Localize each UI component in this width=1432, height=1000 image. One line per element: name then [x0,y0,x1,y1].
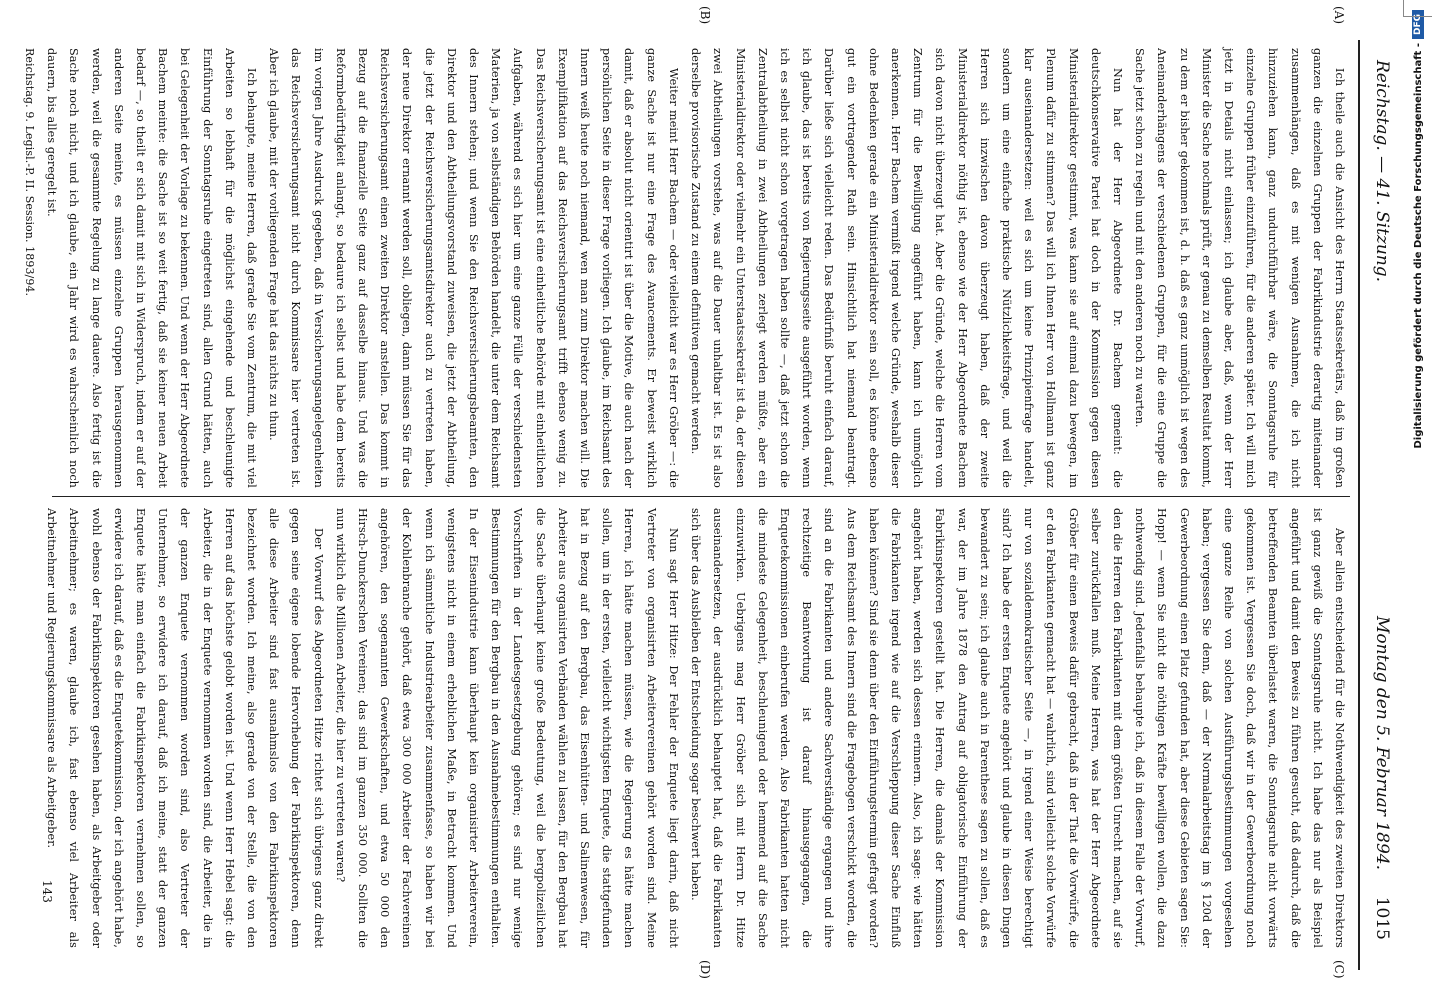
paragraph: Nun sagt Herr Hitze: Der Fehler der Enquete liegt darin, daß nicht Vertreter von organisirten Arbeitervereinen gehört worden sind. Meine Herren, ich hätte machen müssen, wie die Regierung es hätte machen sollen, um in der ersten, vielleicht wichtigsten Enquete, die stattgefunden hat in Bezug auf den Bergbau, das Eisenhütten- und Salinenwesen, für Arbeiter aus organisirten Verbänden wählen zu lassen, für den Bergbau hat die Sache überhaupt keine große Bedeutung, weil die bergpolizeilichen Vorschriften in der Landesgesetzgebung gehören; es sind nur wenige Bestimmungen für den Bergbau in den Ausnahmebestimmungen enthalten. In der Eisenindustrie kann überhaupt kein organisirter Arbeiterverein, wenigstens nicht in einem erheblichen Maße, in Betracht kommen. Und wenn ich sämmtliche Industriearbeiter zusammenfasse, so haben wir bei der Kohlenbranche gehört, daß etwa 300 000 Arbeiter der Fachvereinen angehören, den sogenannten Gewerkschaften, und etwa 50 000 den Hirsch-Dunckerschen Vereinen; das sind im ganzen 350 000. Sollten die nun wirklich die Millionen Arbeiter, die hier zu vertreten waren? [333,508,680,948]
sheet-number: 143 [40,880,54,903]
left-column [18,48,1350,488]
paragraph: Der Vorwurf des Abgeordneten Hitze richtet sich übrigens ganz direkt gegen seine eigene lobende Hervorhebung der Fabrikinspektoren, denn alle diese Arbeiter sind fast ausnahmslos von den Fabrikinspektoren bezeichnet worden. Ich meine, also gerade von der Stelle, die von den Herren auf das höchste gelobt worden ist. Und wenn Herr Hebel sagt: die Arbeiter, die in der Enquete vernommen worden sind, die Arbeiter, die in der ganzen Enquete vernommen worden sind, also Vertreter der Unternehmer, so erwidere ich darauf, daß ich meine, statt der ganzen Enquete hätte man einfach die Fabrikinspektoren vernehmen sollen, so erwidere ich darauf, daß es die Enquetekommission, der ich angehört habe, wohl ebenso der Fabrikinspektoren gesehen haben, als Arbeitgeber oder Arbeitnehmer; es waren, glaube ich, fast ebenso viel Arbeiter als Arbeitnehmer und Regierungskommissare als Arbeitgeber. [45,508,325,948]
paragraph: Aber allein entscheidend für die Nothwendigkeit des zweiten Direktors ist ganz gewiß die Sonntagsruhe nicht. Ich habe das nur als Beispiel angeführt und damit den Beweis zu führen gesucht, daß dadurch, daß die betreffenden Beamten überlastet waren, die Sonntagsruhe nicht vorwärts gekommen ist. Vergessen Sie doch, daß wir in der Gewerbeordnung noch eine ganze Reihe von solchen Ausführungsbestimmungen vorgesehen haben; vergessen Sie denn, daß — der Normalarbeitstag im § 120d der Gewerbeordnung einen Platz gefunden hat, aber diese Gebieten sagen Sie: Hopp! — wenn Sie nicht die nöthigen Kräfte bewilligen wollen, die dazu nothwendig sind. Jedenfalls behaupte ich, daß in diesem Falle der Vorwurf, den die Herren den Fabrikanten mit dem größten Unrecht machen, auf sie selber zurückfallen muß. Meine Herren, was hat der Herr Abgeordnete Gröber für einen Beweis dafür gebracht, daß in der That die Vorwürfe, die er den Fabrikanten gemacht hat — wahrlich, sind vielleicht solche Vorwürfe nur von sozialdemokratischer Seite —, in irgend einer Weise berechtigt sind? Ich habe der ersten Enquete angehört und glaube in diesen Dingen bewandert zu sein; ich glaube auch in Parenthese sagen zu sollen, daß es war, der im Jahre 1878 den Antrag auf obligatorische Einführung der Fabrikinspektoren gestellt hat. Die Herren, die damals der Kommission angehört haben, werden sich dessen erinnern. Also, ich sage: wie hätten die Fabrikanten irgend wie auf die Verschleppung dieser Sache Einfluß haben können? Sind sie denn über den Einführungstermin gefragt worden? Aus dem Reichsamt des Innern sind die Fragebogen verschickt worden, die sind an die Fabrikanten und andere Sachverständige ergangen und ihre rechtzeitige Beantwortung ist darauf hinausgegangen, die Enquetekommissionen einberufen werden. Also Fabrikanten hatten nicht die mindeste Gelegenheit, beschleunigend oder hemmend auf die Sache einzuwirken. Uebrigens mag Herr Gröber sich mit Herrn Dr. Hitze auseinandersetzen, der ausdrücklich behauptet hat, daß die Fabrikanten sich über das Ausbleiben der Entscheidung sogar beschwert haben. [689,508,1346,948]
footnote: Reichstag. 9. Legisl.-P. II. Session. 1893/94. [23,48,37,297]
right-column [40,508,1350,948]
header-session: Reichstag. — 41. Sitzung. [1372,60,1392,283]
dfg-logo: DFG [1412,10,1424,39]
margin-marker-b: (B) [698,6,712,25]
paragraph: Ich theile auch die Ansicht des Herrn Staatssekretärs, daß im großen ganzen die einzelnen Gruppen der Fabrikindustrie derartig miteinander zusammenhängen, daß es mit wenigen Ausnahmen, die ich nicht hinzuziehen kann, ganz undurchführbar wäre, die Sonntagsruhe für einzelne Gruppen früher einzuführen, für die anderen später. Ich will mich jetzt in Details nicht einlassen; ich glaube aber, daß, wenn der Herr Minister die Sache nochmals prüft, er genau zu demselben Resultat kommt, zu dem er bisher gekommen ist, d. h. daß es ganz unmöglich ist wegen des Aneinanderhängens der verschiedenen Gruppen, für die eine Gruppe die Sache jetzt schon zu regeln und mit den anderen noch zu warten. [1133,48,1346,488]
header-page-number: 1015 [1372,896,1392,940]
column-divider [52,496,1350,497]
header-date: Montag den 5. Februar 1894. [1372,616,1392,870]
paragraph: Ich behaupte, meine Herren, daß gerade Sie vom Zentrum, die mit viel Arbeiten so lebhaft für die möglichst eingehende und beschleunigte Einführung der Sonntagsruhe eingetreten sind, allen Grund hätten, auch bei Gelegenheit der Vorlage zu bekennen. Und wenn der Herr Abgeordnete Bachem meinte: die Sache ist so weit fertig, daß sie keiner neuen Arbeit bedarf —, so theilt er sich damit mit sich in Widerspruch, indem er auf der anderen Seite meinte, es müssen einzelne Gruppen herausgenommen werden, weil die gesammte Regelung zu lange dauere. Also fertig ist die Sache noch nicht, und ich glaube, ein Jahr wird es wahrscheinlich noch dauern, bis alles geregelt ist. [45,48,259,488]
credit-text: Digitalisierung gefördert durch die Deutsche Forschungsgemeinschaft - [1412,43,1424,449]
corner-box [1403,0,1432,17]
digitization-credit [1407,0,1429,1000]
paragraph: Nun hat der Herr Abgeordnete Dr. Bachem gemeint: die deutschkonservative Partei hat doch in der Kommission gegen diesen Ministerialdirektor gestimmt, was kann sie auf einmal dazu bewegen, im Plenum dafür zu stimmen? Das will ich Ihnen Herr von Hollmann ist ganz klar auseinandersetzen: weil es sich um keine Prinzipienfrage handelt, sondern um eine einfache praktische Nützlichkeitsfrage, und weil die Herren sich inzwischen davon überzeugt haben, daß der zweite Ministerialdirektor nöthig ist, ebenso wie der Herr Abgeordnete Bachem sich davon nicht überzeugt hat. Aber die Gründe, welche die Herren vom Zentrum für die Bewilligung angeführt haben, kann ich unmöglich anerkennen. Herr Bachem vermißt irgend welche Gründe, weshalb dieser ohne Bedenken gerade ein Ministerialdirektor sein soll, es könne ebenso gut ein vortragender Rath sein. Hinsichtlich hat niemand beantragt. Darüber ließe sich vielleicht reden. Das Bedürfniß beruht einfach darauf, ich glaube, das ist bereits von Regierungsseite ausgeführt worden, wenn ich es selbst nicht schon vorgetragen haben sollte —, daß jetzt schon die Zentralabtheilung in zwei Abtheilungen zerlegt werden müßte, aber ein Ministerialdirektor oder vielmehr ein Unterstaatssekretär ist da, der diesen zwei Abtheilungen vorstehe, was auf die Dauer unhaltbar ist. Es ist also derselbe provisorische Zustand zu einem definitiven gemacht werden. [689,48,1124,488]
header-rule [1358,40,1360,970]
margin-marker-d: (D) [698,960,712,979]
margin-marker-c: (C) [1332,960,1346,979]
margin-marker-a: (A) [1332,6,1346,25]
paragraph: Weiter meint Herr Bachem — oder vielleicht war es Herr Gröber —: die ganze Sache ist nur eine Frage des Avancements. Er beweist wirklich damit, daß er absolut nicht orientirt ist über die Motive, die auch nach der persönlichen Seite in dieser Frage vorliegen. Ich glaube, im Reichsamt des Innern weiß heute noch niemand, wen man zum Direktor machen will. Die Exemplifikation auf das Reichsversicherungsamt trifft ebenso wenig zu. Das Reichsversicherungsamt ist eine einheitliche Behörde mit einheitlichen Aufgaben, während es sich hier um eine ganze Fülle der verschiedensten Materien, ja von selbständigen Behörden handelt, die unter dem Reichsamt des Innern stehen; und wenn Sie den Reichsversicherungsbeamten, den Direktor und den Abtheilungsvorstand zuweisen, die jetzt der Abtheilung, die jetzt der Reichsversicherungsamtsdirektor auch zu vertreten haben, der neue Direktor ernannt werden soll, obliegen, dann müssen Sie für das Reichsversicherungsamt einen zweiten Direktor anstellen. Das kommt in Bezug auf die finanzielle Seite ganz auf dasselbe hinaus. Und was die Reformbedürftigkeit anlangt, so bedaure ich selbst und habe dem bereits im vorigen Jahre Ausdruck gegeben, daß in Versicherungsangelegenheiten das Reichsversicherungsamt nicht durch Kommissare hier vertreten ist. Aber ich glaube, mit der vorliegenden Frage hat das nichts zu thun. [267,48,680,488]
